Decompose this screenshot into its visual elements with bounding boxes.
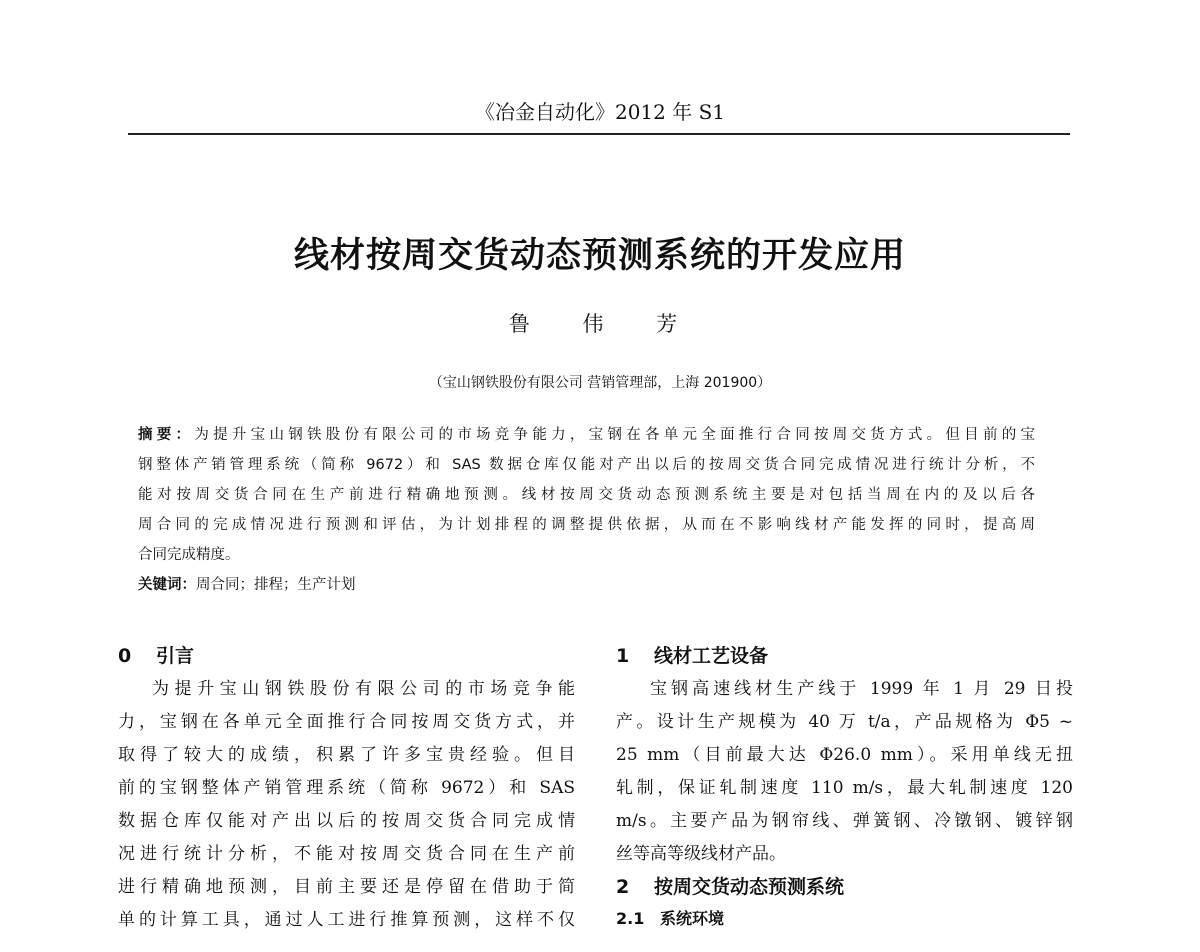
section-number: 2: [616, 876, 630, 898]
subsection-title: 系统环境: [660, 909, 725, 928]
abstract: [138, 420, 1035, 600]
subsection-heading-2-1: [616, 904, 1073, 934]
abstract-line: 钢整体产销管理系统（简称 9672）和 SAS 数据仓库仅能对产出以后的按周交货合同完成情况进行统计分析，不: [138, 457, 1035, 473]
paragraph-line: 单的计算工具，通过人工进行推算预测，这样不仅: [118, 910, 575, 930]
affiliation: （宝山钢铁股份有限公司 营销管理部，上海 201900）: [428, 375, 772, 391]
abstract-label: 摘要：: [138, 427, 195, 443]
paragraph-line: 产。设计生产规模为 40 万 t/a，产品规格为 Φ5 ~: [616, 712, 1073, 732]
abstract-line: [138, 420, 1035, 450]
keywords-text: 周合同；排程；生产计划: [196, 577, 356, 593]
keywords-label: 关键词：: [138, 577, 196, 593]
running-head: 《冶金自动化》2012 年 S1: [474, 100, 726, 124]
section-heading-2: [616, 871, 1073, 904]
section-title: 按周交货动态预测系统: [654, 876, 845, 898]
abstract-line: 合同完成精度。: [138, 547, 240, 563]
paragraph-line: 丝等高等级线材产品。: [616, 844, 786, 864]
paragraph-line: 取得了较大的成绩，积累了许多宝贵经验。但目: [118, 745, 575, 765]
section-number: 1: [616, 645, 630, 667]
abstract-line: 能对按周交货合同在生产前进行精确地预测。线材按周交货动态预测系统主要是对包括当周在内的及以后各: [138, 487, 1035, 503]
paragraph-line: 况进行统计分析，不能对按周交货合同在生产前: [118, 844, 575, 864]
section-heading-0: [118, 640, 575, 673]
paragraph-line: 宝钢高速线材生产线于 1999 年 1 月 29 日投: [650, 679, 1073, 699]
keywords: [138, 570, 1035, 600]
abstract-line: 周合同的完成情况进行预测和评估，为计划排程的调整提供依据，从而在不影响线材产能发挥的同时，提高周: [138, 517, 1035, 533]
section-title: 线材工艺设备: [654, 645, 769, 667]
section-number: 0: [118, 645, 132, 667]
paragraph-line: 数据仓库仅能对产出以后的按周交货合同完成情: [118, 811, 575, 831]
author: 鲁 伟 芳: [508, 312, 692, 336]
paragraph-line: m/s。主要产品为钢帘线、弹簧钢、冷镦钢、镀锌钢: [616, 811, 1073, 831]
paragraph-line: 轧制，保证轧制速度 110 m/s，最大轧制速度 120: [616, 778, 1073, 798]
paragraph-line: 力，宝钢在各单元全面推行合同按周交货方式，并: [118, 712, 575, 732]
subsection-number: 2.1: [616, 909, 645, 928]
section-title: 引言: [156, 645, 195, 667]
paragraph-line: 前的宝钢整体产销管理系统（简称 9672）和 SAS: [118, 778, 575, 798]
header-rule: [128, 133, 1070, 135]
section-heading-1: [616, 640, 1073, 673]
paragraph-line: 进行精确地预测，目前主要还是停留在借助于简: [118, 877, 575, 897]
paragraph-line: 为提升宝山钢铁股份有限公司的市场竞争能: [152, 679, 575, 699]
paragraph-line: 25 mm（目前最大达 Φ26.0 mm）。采用单线无扭: [616, 745, 1073, 765]
paper-title: 线材按周交货动态预测系统的开发应用: [293, 236, 906, 276]
abstract-text: 为提升宝山钢铁股份有限公司的市场竞争能力，宝钢在各单元全面推行合同按周交货方式。但目前的宝: [194, 427, 1036, 443]
right-column: [616, 640, 1073, 934]
left-column: [118, 640, 575, 937]
